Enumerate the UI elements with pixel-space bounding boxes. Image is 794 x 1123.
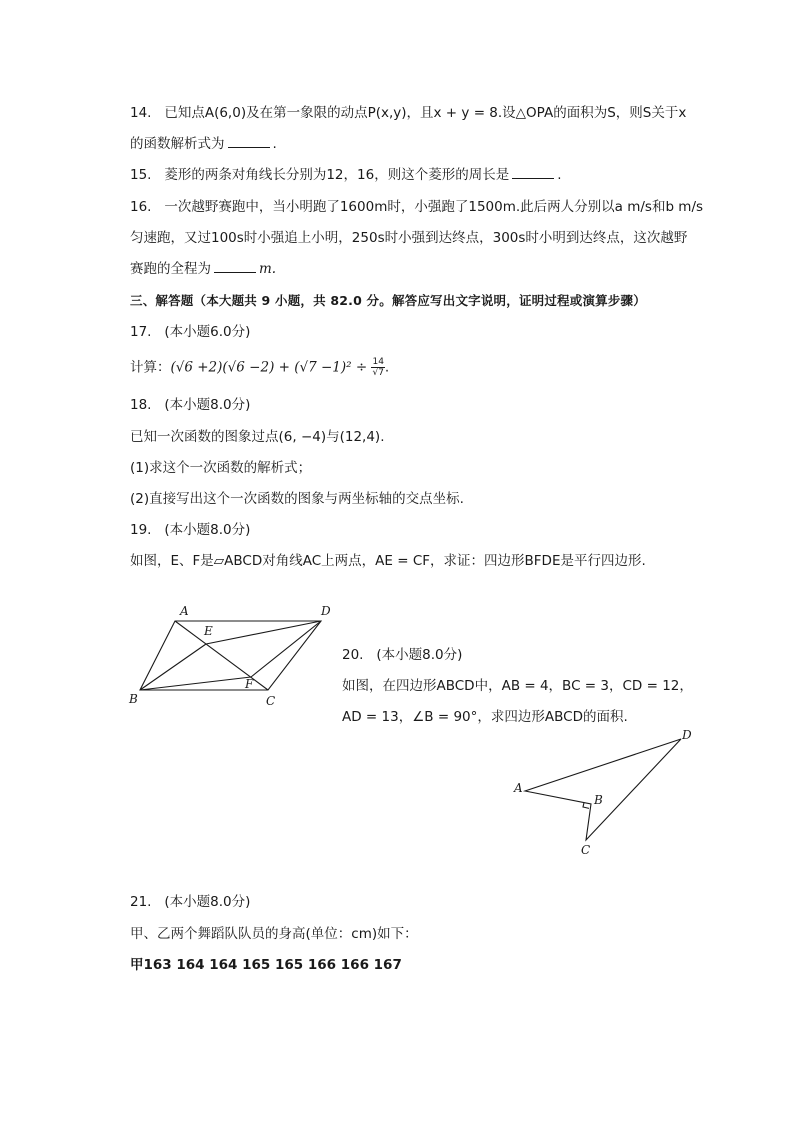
label-e: E (204, 624, 213, 638)
q17-formula (130, 357, 389, 378)
q18-line3: (2)直接写出这个一次函数的图象与两坐标轴的交点坐标. (130, 491, 464, 507)
label-a: A (514, 781, 523, 795)
q21-header: 21. (本小题8.0分) (130, 894, 251, 910)
segment-fd (251, 621, 321, 677)
label-c: C (581, 843, 591, 857)
label-c: C (266, 694, 276, 708)
q21-line2: 甲163 164 164 165 165 166 166 167 (130, 957, 402, 973)
label-d: D (321, 604, 331, 618)
section-heading: 三、解答题（本大题共 9 小题，共 82.0 分。解答应写出文字说明，证明过程或演算步骤） (130, 293, 646, 308)
label-f: F (245, 677, 254, 691)
label-d: D (682, 728, 692, 742)
q18-line1: 已知一次函数的图象过点(6, −4)与(12,4). (130, 429, 385, 445)
q14-line2-text: 的函数解析式为 (130, 136, 225, 152)
q16-line1: 16. 一次越野赛跑中，当小明跑了1600m时，小强跑了1500m.此后两人分别以a m/s和b m/s (130, 199, 704, 215)
q16-line2: 匀速跑，又过100s时小强追上小明，250s时小强到达终点，300s时小明到达终点，这次越野 (130, 230, 688, 246)
answer-blank (512, 166, 554, 179)
q14-line1: 14. 已知点A(6,0)及在第一象限的动点P(x,y)，且x + y = 8.设△OPA的面积为S，则S关于x (130, 105, 687, 121)
q16-line3-end: m. (259, 261, 277, 277)
q15-end: . (557, 167, 562, 183)
q20-line1: 如图，在四边形ABCD中，AB = 4，BC = 3，CD = 12， (342, 678, 693, 694)
q17-frac-num: 14 (372, 357, 384, 367)
q20-header: 20. (本小题8.0分) (342, 647, 463, 663)
q16-line3 (130, 260, 276, 278)
q15-text: 15. 菱形的两条对角线长分别为12，16，则这个菱形的周长是 (130, 167, 510, 183)
q18-header: 18. (本小题8.0分) (130, 397, 251, 413)
q17-frac-den: √7 (372, 368, 384, 378)
q14-line2-end: . (272, 136, 277, 152)
answer-blank (228, 135, 270, 148)
q19-header: 19. (本小题8.0分) (130, 522, 251, 538)
q17-end: . (384, 359, 390, 376)
answer-blank (214, 260, 256, 273)
q19-line1: 如图，E、F是▱ABCD对角线AC上两点，AE = CF，求证：四边形BFDE是平行四边形. (130, 553, 646, 569)
label-a: A (180, 604, 189, 618)
q15-line (130, 166, 562, 184)
segment-ed (206, 621, 321, 644)
q17-header: 17. (本小题6.0分) (130, 324, 251, 340)
q14-line2 (130, 135, 277, 153)
label-b: B (594, 793, 603, 807)
q16-line3-text: 赛跑的全程为 (130, 261, 211, 277)
quadrilateral-outline (525, 739, 681, 840)
q17-prefix: 计算： (130, 359, 171, 376)
q20-quadrilateral-figure (510, 727, 700, 857)
q17-fraction (371, 357, 384, 378)
q19-parallelogram-figure (120, 598, 340, 713)
q20-line2: AD = 13，∠B = 90°，求四边形ABCD的面积. (342, 709, 628, 725)
q21-line1: 甲、乙两个舞蹈队队员的身高(单位：cm)如下： (130, 926, 418, 942)
q18-line2: (1)求这个一次函数的解析式； (130, 460, 312, 476)
q17-expression: (√6 +2)(√6 −2) + (√7 −1)² ÷ (170, 359, 368, 376)
label-b: B (129, 692, 138, 706)
